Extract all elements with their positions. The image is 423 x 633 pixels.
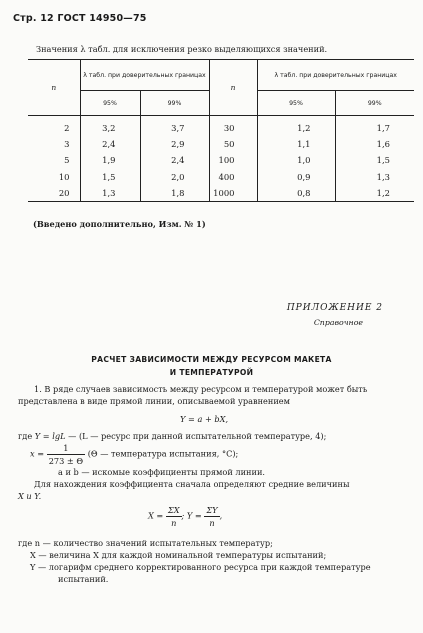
page-header: Стр. 12 ГОСТ 14950—75 <box>13 13 147 24</box>
cell: 1,5 <box>335 152 414 168</box>
x-fraction <box>47 442 85 467</box>
cell: 3,7 <box>140 116 209 137</box>
cell: 50 <box>209 136 257 152</box>
x-lhs: x = <box>30 448 45 459</box>
x-mean-fraction <box>166 504 182 529</box>
paragraph-1-line1: 1. В ряде случаев зависимость между ресурсом и температурой может быть <box>34 384 368 394</box>
cell: 2 <box>64 123 70 134</box>
where-y-definition <box>18 430 326 442</box>
cell: 0,8 <box>257 185 335 202</box>
cell: 1,1 <box>257 136 335 152</box>
lambda-table <box>28 59 414 202</box>
x-denominator: 273 ± Θ <box>48 456 84 466</box>
cell: 1,6 <box>335 136 414 152</box>
y-description: — (L — ресурс при данной испытательной температуре, 4); <box>65 431 327 441</box>
cell: 1,3 <box>335 169 414 185</box>
n-header: n <box>28 60 80 116</box>
cell: 1,8 <box>140 185 209 202</box>
where2-line2: X — величина X для каждой номинальной температуры испытаний; <box>30 550 327 560</box>
section-title-line1: РАСЧЕТ ЗАВИСИМОСТИ МЕЖДУ РЕСУРСОМ МАКЕТА <box>91 355 332 364</box>
cell: 5 <box>64 155 70 166</box>
where2-line4: испытаний. <box>58 574 109 584</box>
paragraph-2-line2: X и Y. <box>18 491 42 501</box>
cell: 0,9 <box>257 169 335 185</box>
cell: 100 <box>209 152 257 168</box>
table-row <box>28 185 414 202</box>
y-mean-denominator: n <box>209 518 215 528</box>
cell: 1,7 <box>335 116 414 137</box>
table-row <box>28 136 414 152</box>
table-row <box>28 169 414 185</box>
ab-definition: a и b — искомые коэффициенты прямой линии. <box>58 467 266 477</box>
formula-separator: ; <box>181 510 185 521</box>
y-formula: Y = lgL <box>34 431 66 441</box>
formula-end: , <box>219 510 223 521</box>
cell: 2,9 <box>140 136 209 152</box>
x-description: (Θ — температура испытания, °С); <box>87 448 239 459</box>
where2-line3: Y — логарифм среднего корректированного ресурса при каждой температуре <box>30 562 371 572</box>
appendix-title: ПРИЛОЖЕНИЕ 2 <box>286 303 383 313</box>
y-mean-numerator: ΣY <box>206 505 218 515</box>
cell: 3 <box>64 139 70 150</box>
amendment-note: (Введено дополнительно, Изм. № 1) <box>33 219 206 229</box>
group-header-right: λ табл. при доверительных границах <box>257 60 414 91</box>
x-numerator: 1 <box>47 442 85 455</box>
cell: 3,2 <box>80 116 140 137</box>
p99-header-left: 99% <box>140 91 209 116</box>
cell: 2,0 <box>140 169 209 185</box>
x-mean-numerator: ΣX <box>167 505 180 515</box>
cell: 20 <box>28 185 80 202</box>
paragraph-1-line2: представлена в виде прямой линии, описываемой уравнением <box>18 396 291 406</box>
cell: 1000 <box>209 185 257 202</box>
table-row <box>28 152 414 168</box>
paragraph-2-line1: Для нахождения коэффициента сначала определяют средние величины <box>34 479 350 489</box>
cell: 1,2 <box>257 116 335 137</box>
cell: 1,3 <box>80 185 140 202</box>
x-definition <box>30 442 238 467</box>
appendix-subtitle: Справочное <box>313 318 363 327</box>
section-title-line2: И ТЕМПЕРАТУРОЙ <box>169 368 254 377</box>
p95-header-left: 95% <box>80 91 140 116</box>
where2-line1: где n — количество значений испытательных температур; <box>18 538 273 548</box>
p95-header-right: 95% <box>257 91 335 116</box>
y-mean-lhs: Y = <box>186 510 202 521</box>
table-row <box>28 116 414 137</box>
n-header-right: n <box>209 60 257 116</box>
cell: 10 <box>58 171 70 182</box>
cell: 1,0 <box>257 152 335 168</box>
equation-linear: Y = a + bX, <box>180 414 229 424</box>
cell: 1,2 <box>335 185 414 202</box>
table-caption: Значения λ табл. для исключения резко выделяющихся значений. <box>36 44 328 54</box>
cell: 30 <box>209 116 257 137</box>
p99-header-right: 99% <box>335 91 414 116</box>
where-word: где <box>18 431 33 441</box>
cell: 2,4 <box>140 152 209 168</box>
cell: 400 <box>209 169 257 185</box>
group-header-left: λ табл. при доверительных границах <box>80 60 209 91</box>
mean-formulas <box>148 504 222 529</box>
cell: 1,5 <box>80 169 140 185</box>
cell: 2,4 <box>80 136 140 152</box>
cell: 1,9 <box>80 152 140 168</box>
x-mean-lhs: X = <box>148 510 164 521</box>
x-mean-denominator: n <box>171 518 177 528</box>
y-mean-fraction <box>204 504 219 529</box>
